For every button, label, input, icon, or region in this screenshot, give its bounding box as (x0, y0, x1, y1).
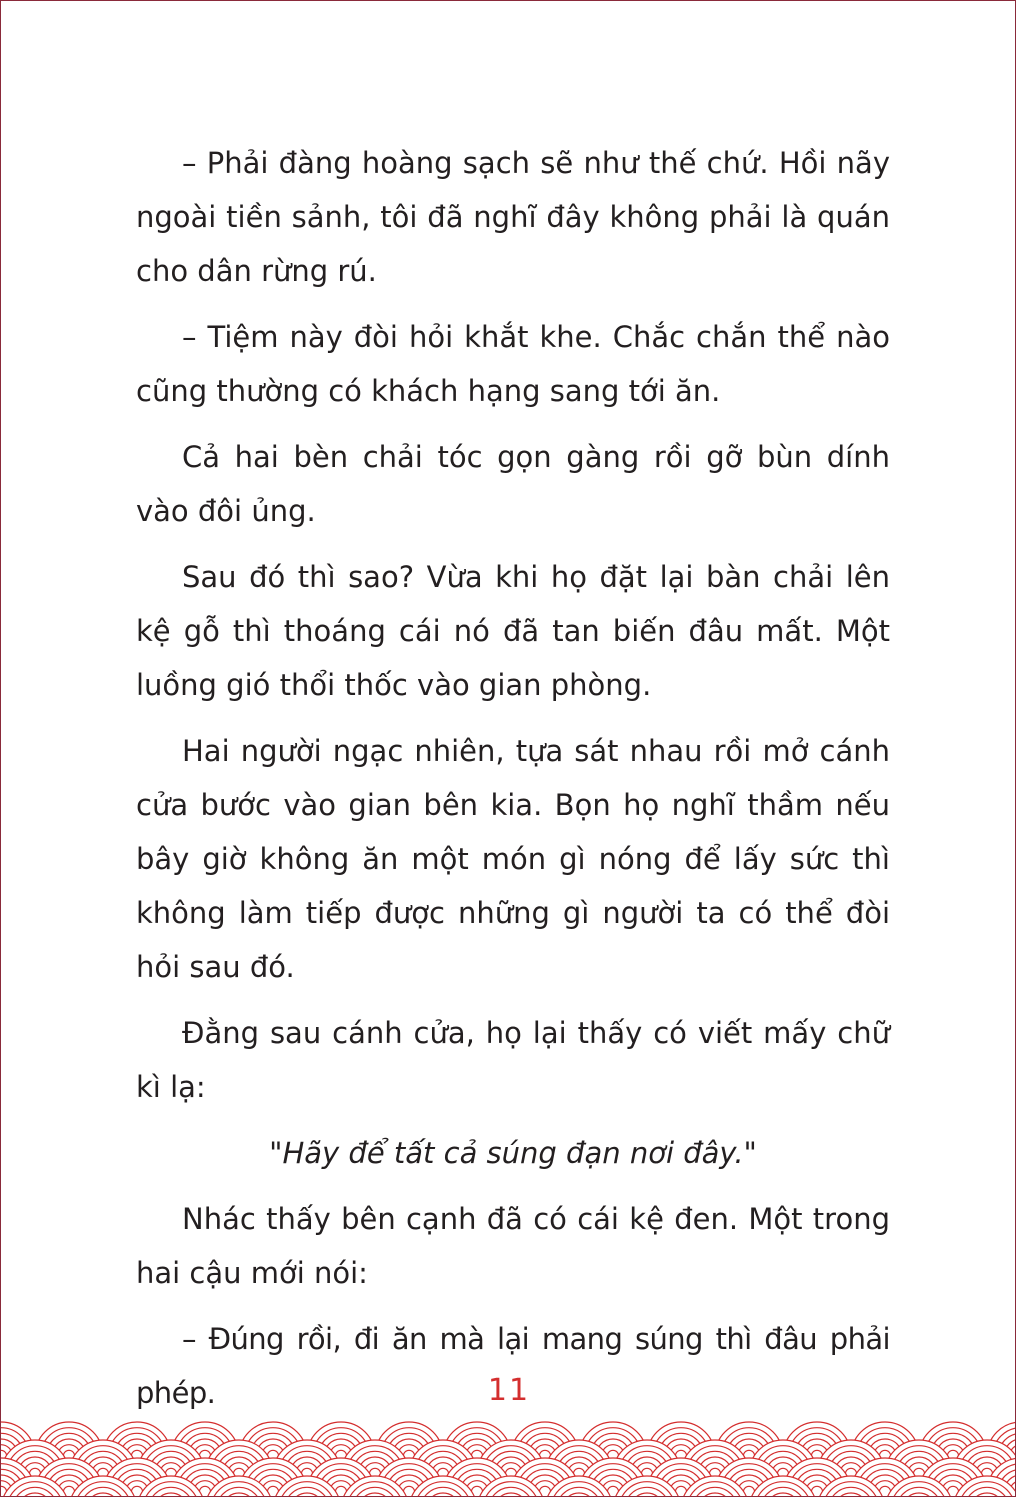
paragraph: Nhác thấy bên cạnh đã có cái kệ đen. Một trong hai cậu mới nói: (136, 1202, 890, 1290)
paragraph: – Tiệm này đòi hỏi khắt khe. Chắc chắn thể nào cũng thường có khách hạng sang tới ăn. (136, 320, 890, 408)
page-number: 11 (487, 1373, 531, 1408)
paragraph: – Đúng rồi, đi ăn mà lại mang súng thì đâu phải phép. (136, 1322, 890, 1410)
paragraph: Đằng sau cánh cửa, họ lại thấy có viết mấy chữ kì lạ: (136, 1016, 890, 1104)
wave-pattern-border (1, 1420, 1016, 1496)
paragraph: – Phải đàng hoàng sạch sẽ như thế chứ. Hồi nãy ngoài tiền sảnh, tôi đã nghĩ đây không phải là quán cho dân rừng rú. (136, 146, 890, 288)
paragraph: Sau đó thì sao? Vừa khi họ đặt lại bàn chải lên kệ gỗ thì thoáng cái nó đã tan biến đâu mất. Một luồng gió thổi thốc vào gian phòng. (136, 560, 890, 702)
paragraph: Cả hai bèn chải tóc gọn gàng rồi gỡ bùn dính vào đôi ủng. (136, 440, 890, 528)
sign-quote: "Hãy để tất cả súng đạn nơi đây." (269, 1136, 757, 1170)
paragraph: Hai người ngạc nhiên, tựa sát nhau rồi mở cánh cửa bước vào gian bên kia. Bọn họ nghĩ thầm nếu bây giờ không ăn một món gì nóng để lấy sức thì không làm tiếp được những gì người ta có thể đòi hỏi sau đó. (136, 734, 890, 984)
body-text (136, 136, 890, 1432)
